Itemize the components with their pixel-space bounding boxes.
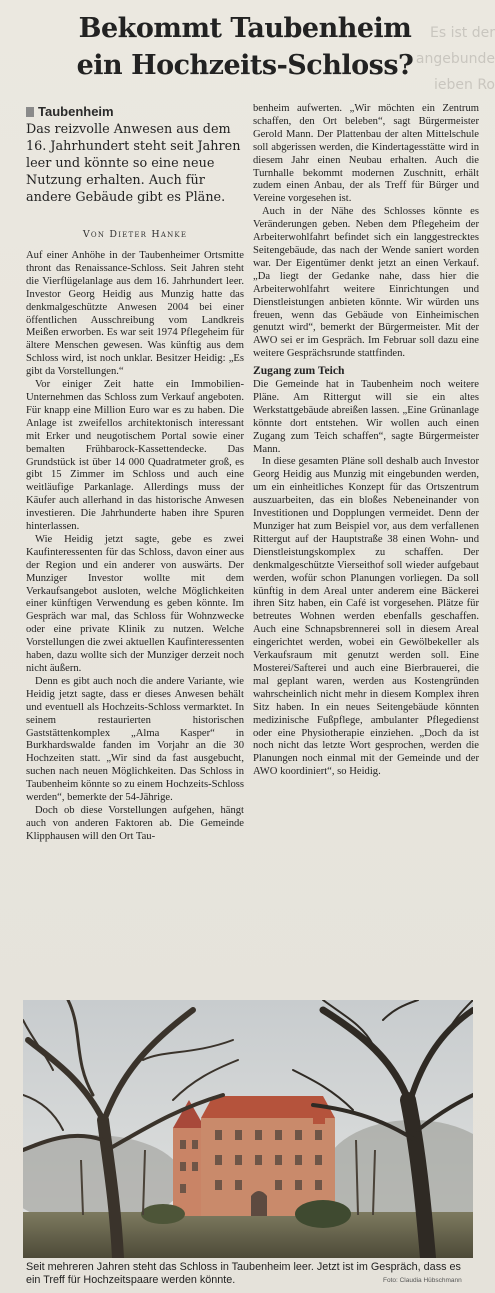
- paragraph: In diese gesamten Pläne soll deshalb auch Investor Georg Heidig aus Munzig mit eingebunden werden, um ein einheitliches Konzept für das Ortszentrum auszuarbeiten, das ein bloßes Nebeneinander von Investitionen und Dopplungen vermeidet. Denn der Munziger hat zum Beispiel vor, aus dem verfallenen Rittergut auf der Hauptstraße 38 einen Wohn- und Dienstleistungskomplex zu schaffen. Der denkmalgeschützte Vierseithof soll wieder aufgebaut werden, wofür schon Planungen vorliegen. Da soll künftig in dem Areal unter anderem eine Bäckerei ihren Sitz haben, ein Café ist vorgesehen. Plätze für betreutes Wohnen werden ebenfalls geschaffen. Auch eine Schnapsbrennerei soll in diesem Areal eingerichtet werden, wobei ein Gewölbekeller als Verkaufsraum mit genutzt werden soll. Eine Mosterei/Safterei und auch eine Bierbrauerei, die mal geplant waren, werden aus Kostengründen wahrscheinlich nicht mehr in diesem Komplex ihren Sitz haben. In ein neues Seitengebäude könnten medizinische Fußpflege, ambulanter Pflegedienst oder eine Physiotherapie einziehen. „Doch da ist noch nicht das letzte Wort gesprochen, werden die Planungen noch einmal mit der Gemeinde und der AWO koordiniert“, so Heidig.: [253, 456, 479, 778]
- paragraph: Vor einiger Zeit hatte ein Immobilien-Unternehmen das Schloss zum Verkauf angeboten. Für knapp eine Million Euro war es zu haben. Die Anlage ist zweifellos architektonisch interessant mit Erker und neugotischem Portal sowie einer bemalten Frühbarock-Kassettendecke. Das Grundstück ist über 14 000 Quadratmeter groß, es gibt 15 Zimmer im Schloss und auch eine weitläufige Parkanlage. Allerdings muss der Käufer auch allerhand in das historische Anwesen investieren. Die Jahrhunderte haben ihre Spuren hinterlassen.: [26, 379, 244, 533]
- bleed-through-text: Es ist der angebunde ieben Ro: [415, 25, 495, 93]
- paragraph: benheim aufwerten. „Wir möchten ein Zentrum schaffen, den Ort beleben“, sagt Bürgermeister Gerold Mann. Der Plattenbau der alten Mittelschule soll abgerissen werden, die Kindertagesstätte wird in diesem Jahr einen Neubau erhalten. Auch die Turnhalle bekommt modernen Zuschnitt, erhält zudem einen Anbau, der als Treff für Bürger und Vereine vorgesehen ist.: [253, 103, 479, 205]
- paragraph: Doch ob diese Vorstellungen aufgehen, hängt auch von anderen Faktoren ab. Die Gemeinde Klipphausen will den Ort Tau-: [26, 804, 244, 842]
- photo-credit: Foto: Claudia Hübschmann: [383, 1277, 462, 1284]
- paragraph: Auf einer Anhöhe in der Taubenheimer Ortsmitte thront das Renaissance-Schloss. Seit Jahren steht die Vierflügelanlage aus dem 16. Jahrhundert leer. Investor Georg Heidig aus Munzig hatte das denkmalgeschützte Anwesen 2004 bei einer öffentlichen Ausschreibung vom Landkreis Meißen erworben. Es war seit 1974 Pflegeheim für ältere Menschen gewesen. Was künftig aus dem Schloss wird, ist noch unklar. Besitzer Heidig: „Es gibt da Vorstellungen.“: [26, 250, 244, 378]
- paragraph: Wie Heidig jetzt sagte, gebe es zwei Kaufinteressenten für das Schloss, davon einer aus der Region und ein anderer von auswärts. Der Munziger Investor wollte mit dem Verkaufsangebot ausloten, welche Möglichkeiten einer künftigen Verwendung es geben könnte. Im Gespräch war mal, das Schloss für Wohnzwecke oder eine private Klinik zu nutzen. Welche Vorstellungen die zwei aktuellen Kaufinteressenten haben, dazu wollte sich der Munziger derzeit noch nicht äußern.: [26, 533, 244, 674]
- lead-block: [26, 104, 244, 206]
- article-headline: [40, 10, 450, 84]
- text-column-2: [253, 103, 479, 779]
- headline-line-2: ein Hochzeits-Schloss?: [76, 50, 414, 81]
- castle-photo: [23, 1000, 473, 1258]
- paragraph: Denn es gibt auch noch die andere Variante, wie Heidig jetzt sagte, dass er dieses Anwesen behält und eventuell als Hochzeits-Schloss vermarktet. In seinem restaurierten historischen Gaststättenkomplex „Alma Kasper“ in Burkhardswalde fanden im Vorjahr an die 30 Hochzeiten statt. „Wir sind da fast ausgebucht, suchen nach neuen Möglichkeiten. Das Schloss in Taubenheim könnte so zu einem Hochzeits-Schloss werden“, bemerkte der 54-Jährige.: [26, 675, 244, 804]
- paragraph: Die Gemeinde hat in Taubenheim noch weitere Pläne. Am Rittergut will sie ein altes Werkstattgebäude abreißen lassen. „Eine Grünanlage könnte dort entstehen. Wir wollen auch einen Zugang zum Teich schaffen“, sagte Bürgermeister Mann.: [253, 379, 479, 455]
- section-subhead: Zugang zum Teich: [253, 364, 345, 378]
- article-teaser: Das reizvolle Anwesen aus dem 16. Jahrhundert steht seit Jahren leer und könnte so eine neue Nutzung erhalten. Auch für andere Gebäude gibt es Pläne.: [26, 122, 241, 205]
- byline: Von Dieter Hanke: [82, 229, 188, 240]
- paragraph: Auch in der Nähe des Schlosses könnte es Veränderungen geben. Neben dem Pflegeheim der Arbeiterwohlfahrt befindet sich ein langgestrecktes Seitengebäude, das nach der Wende saniert worden war. Der Eigentümer denkt jetzt an einen Verkauf. „Da liegt der Gedanke nahe, dass hier die Arbeiterwohlfahrt weitere Einrichtungen und Dienstleistungen anbieten könnte. Wir würden uns freuen, wenn das Gebäude von Einheimischen genutzt wird“, bemerkt der Bürgermeister. Mit der AWO sei er im Gespräch. Im Februar soll dazu eine weitere Gesprächsrunde stattfinden.: [253, 206, 479, 360]
- department-label: Taubenheim: [26, 104, 244, 119]
- photo-caption: Seit mehreren Jahren steht das Schloss in Taubenheim leer. Jetzt ist im Gespräch, dass es ein Treff für Hochzeitspaare werden könnte.: [26, 1261, 461, 1286]
- castle-photo-illustration: [23, 1000, 473, 1258]
- headline-line-1: Bekommt Taubenheim: [78, 13, 412, 44]
- square-bullet-icon: [26, 107, 34, 117]
- text-column-1: [26, 250, 244, 844]
